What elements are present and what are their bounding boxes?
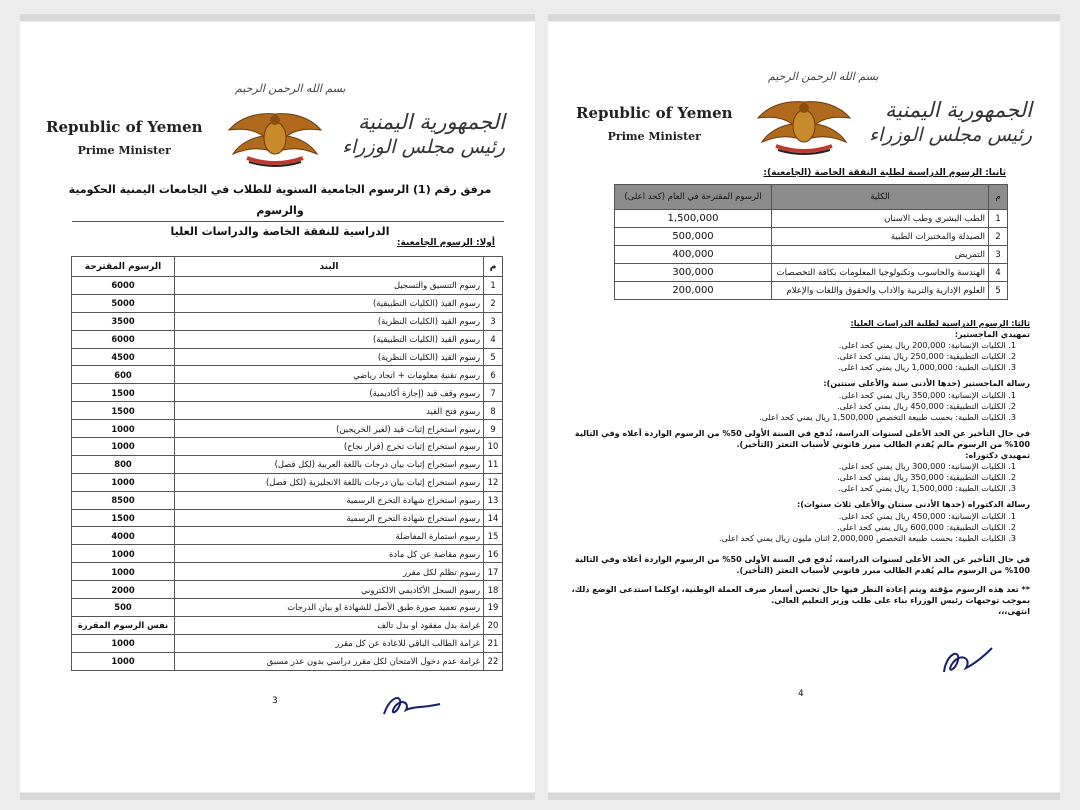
table-row — [72, 330, 503, 348]
row-number: 9 — [484, 420, 503, 438]
row-item: رسوم تعميد صورة طبق الأصل للشهادة او بيان الدرجات — [175, 599, 484, 617]
title-line-2: الدراسية للنفقة الخاصة والدراسات العليا — [170, 225, 390, 238]
row-fee: 1500 — [72, 509, 175, 527]
table-row — [72, 402, 503, 420]
table-row — [72, 509, 503, 527]
row-item: رسوم مقاصة عن كل مادة — [175, 545, 484, 563]
header-en-title: Republic of Yemen — [46, 118, 203, 136]
table-row — [72, 634, 503, 652]
table-row — [72, 616, 503, 634]
row-number: 15 — [484, 527, 503, 545]
table-row — [72, 294, 503, 312]
phd-thesis-title: رسالة الدكتوراه (حدها الأدنى سنتان والأعلى ثلاث سنوات): — [796, 499, 1030, 510]
title-line-1: مرفق رقم (1) الرسوم الجامعية السنوية للطلاب في الجامعات اليمنية الحكومية والرسوم — [68, 183, 492, 217]
university-fees-table — [71, 256, 503, 671]
table-row — [72, 348, 503, 366]
row-item: رسوم استمارة المفاضلة — [175, 527, 484, 545]
row-number: 22 — [484, 652, 503, 670]
table-row — [72, 563, 503, 581]
table-row — [72, 599, 503, 617]
row-college: الصيدلة والمختبرات الطبية — [772, 228, 989, 246]
row-number: 5 — [484, 348, 503, 366]
row-item: غرامة عدم دخول الامتحان لكل مقرر دراسي بدون عذر مسبق — [175, 652, 484, 670]
row-fee: 4500 — [72, 348, 175, 366]
row-number: 19 — [484, 599, 503, 617]
table-row — [72, 473, 503, 491]
row-item: رسوم استخراج شهادة التخرج الرسمية — [175, 509, 484, 527]
delay-note-2: في حال التأخير عن الحد الأعلى لسنوات الدراسة، تُدفع في السنة الأولى 50% من الرسوم الواردة أعلاه وفي التالية 100% من الرسوم مالم يُقدم الطالب مبرر قانوني لأسباب التعثر (التأخير). — [574, 553, 1030, 575]
row-fee: 1500 — [72, 402, 175, 420]
row-fee: 1000 — [72, 473, 175, 491]
row-number: 8 — [484, 402, 503, 420]
header-en-subtitle: Prime Minister — [607, 130, 701, 143]
phd-thesis-item-1: 1. الكليات الإنسانية: 450,000 ريال يمني كحد اعلى. — [838, 510, 1016, 521]
row-number: 3 — [989, 246, 1008, 264]
row-item: رسوم استخراج إثبات بيان درجات باللغة الانجليزية (لكل فصل) — [175, 473, 484, 491]
row-number: 1 — [484, 277, 503, 295]
row-fee: 2000 — [72, 581, 175, 599]
header-english — [46, 118, 203, 157]
row-item: رسوم فتح القيد — [175, 402, 484, 420]
phd-prep-item-3: 3. الكليات الطبية: 1,500,000 ريال يمني كحد اعلى. — [838, 483, 1016, 494]
table-row — [72, 455, 503, 473]
col-header-item: البند — [175, 257, 484, 277]
row-item: رسوم القيد (الكليات التطبيقية) — [175, 330, 484, 348]
masters-prep-title: تمهيدي الماجستير: — [954, 329, 1030, 340]
table-row — [72, 581, 503, 599]
header-english — [576, 104, 733, 143]
row-college: العلوم الإدارية والتربية والاداب والحقوق واللغات والإعلام — [772, 282, 989, 300]
page-number: 4 — [798, 689, 804, 699]
table-row — [72, 527, 503, 545]
row-number: 14 — [484, 509, 503, 527]
row-fee: 500,000 — [615, 228, 772, 246]
masters-prep-item-2: 2. الكليات التطبيقية: 250,000 ريال يمني كحد اعلى. — [837, 351, 1016, 362]
row-fee: 1,500,000 — [615, 210, 772, 228]
masters-thesis-item-3: 3. الكليات الطبية: بحسب طبيعة التخصص 1,500,000 ريال يمني كحد اعلى. — [759, 411, 1016, 422]
row-item: رسوم القيد (الكليات النظرية) — [175, 312, 484, 330]
table-row — [72, 491, 503, 509]
row-fee: 5000 — [72, 294, 175, 312]
private-fees-table — [614, 184, 1008, 300]
col-header-fee: الرسوم المقترحة في العام (كحد اعلى) — [615, 185, 772, 210]
row-fee: 1000 — [72, 545, 175, 563]
table-row — [72, 438, 503, 456]
section-label-private-fees: ثانيا: الرسوم الدراسية لطلبة النفقة الخاصة (الجامعية): — [763, 168, 1006, 178]
masters-prep-item-3: 3. الكليات الطبية: 1,000,000 ريال يمني كحد اعلى. — [838, 362, 1016, 373]
header-arabic — [869, 98, 1032, 146]
table-row — [72, 312, 503, 330]
row-fee: 6000 — [72, 330, 175, 348]
row-number: 1 — [989, 210, 1008, 228]
top-edge-left — [20, 14, 535, 21]
title-underline — [72, 221, 504, 222]
table-row — [72, 545, 503, 563]
basmala: بسم الله الرحمن الرحيم — [235, 82, 346, 95]
header-ar-subtitle: رئيس مجلس الوزراء — [342, 136, 505, 158]
row-item: رسوم القيد (الكليات النظرية) — [175, 348, 484, 366]
row-item: رسوم التنسيق والتسجيل — [175, 277, 484, 295]
yemen-emblem-icon — [227, 106, 323, 168]
masters-thesis-item-2: 2. الكليات التطبيقية: 450,000 ريال يمني كحد اعلى. — [837, 400, 1016, 411]
row-number: 3 — [484, 312, 503, 330]
final-note: ** تعد هذه الرسوم مؤقتة ويتم إعادة النظر فيها حال تحسن أسعار صرف العملة الوطنية، اوكلما استدعى الوضع ذلك، بموجب توجيهات رئيس الوزراء بناء على طلب وزير التعليم العالي. — [571, 583, 1030, 606]
basmala: بسم الله الرحمن الرحيم — [768, 70, 879, 83]
yemen-emblem-icon — [756, 94, 852, 156]
table-row — [615, 246, 1008, 264]
header-arabic — [342, 110, 505, 158]
end-word: انتهى،،، — [998, 606, 1030, 617]
graduate-heading: ثالثا: الرسوم الدراسية لطلبة الدراسات العليا: — [850, 318, 1030, 328]
row-number: 10 — [484, 438, 503, 456]
row-item: رسوم تظلم لكل مقرر — [175, 563, 484, 581]
row-item: رسوم استخراج إثبات قيد (لغير الخريجين) — [175, 420, 484, 438]
table-row — [72, 277, 503, 295]
col-header-num: م — [989, 185, 1008, 210]
row-number: 11 — [484, 455, 503, 473]
table-row — [72, 652, 503, 670]
row-number: 21 — [484, 634, 503, 652]
table-row — [72, 366, 503, 384]
graduate-fees-section — [562, 318, 1030, 617]
table-header-row — [72, 257, 503, 277]
bottom-edge-left — [20, 793, 535, 800]
row-fee: 4000 — [72, 527, 175, 545]
row-number: 20 — [484, 616, 503, 634]
table-row — [72, 384, 503, 402]
row-number: 5 — [989, 282, 1008, 300]
phd-prep-item-2: 2. الكليات التطبيقية: 350,000 ريال يمني كحد اعلى. — [837, 472, 1016, 483]
row-fee: 400,000 — [615, 246, 772, 264]
row-number: 13 — [484, 491, 503, 509]
row-fee: نفس الرسوم المقررة — [72, 616, 175, 634]
header-ar-title: الجمهورية اليمنية — [884, 98, 1032, 122]
header-en-subtitle: Prime Minister — [77, 144, 171, 157]
col-header-fee: الرسوم المقترحة — [72, 257, 175, 277]
row-fee: 3500 — [72, 312, 175, 330]
row-fee: 1000 — [72, 652, 175, 670]
document-page-4 — [548, 22, 1060, 792]
signature-icon — [938, 642, 996, 682]
header-ar-title: الجمهورية اليمنية — [357, 110, 505, 134]
document-title — [60, 179, 500, 242]
row-fee: 1000 — [72, 563, 175, 581]
row-number: 4 — [484, 330, 503, 348]
row-fee: 6000 — [72, 277, 175, 295]
header-ar-subtitle: رئيس مجلس الوزراء — [869, 124, 1032, 146]
row-college: التمريض — [772, 246, 989, 264]
row-item: غرامة بدل مفقود او بدل تالف — [175, 616, 484, 634]
signature-icon — [380, 690, 444, 722]
top-edge-right — [548, 14, 1060, 21]
row-item: رسوم القيد (الكليات التطبيقية) — [175, 294, 484, 312]
row-number: 7 — [484, 384, 503, 402]
row-fee: 800 — [72, 455, 175, 473]
phd-prep-title: تمهيدي دكتوراه: — [965, 450, 1030, 461]
row-college: الطب البشري وطب الاسنان — [772, 210, 989, 228]
row-item: رسوم استخراج إثبات تخرج (قرار نجاح) — [175, 438, 484, 456]
row-item: غرامة الطالب الباقي للاعادة عن كل مقرر — [175, 634, 484, 652]
table-row — [615, 282, 1008, 300]
row-fee: 8500 — [72, 491, 175, 509]
row-fee: 200,000 — [615, 282, 772, 300]
row-number: 16 — [484, 545, 503, 563]
col-header-college: الكلية — [772, 185, 989, 210]
masters-prep-item-1: 1. الكليات الإنسانية: 200,000 ريال يمني كحد اعلى. — [838, 340, 1016, 351]
delay-note-1: في حال التأخير عن الحد الأعلى لسنوات الدراسة، تُدفع في السنة الأولى 50% من الرسوم الواردة أعلاه وفي التالية 100% من الرسوم مالم يُقدم الطالب مبرر قانوني لأسباب التعثر (التأخير). — [574, 427, 1030, 449]
header-en-title: Republic of Yemen — [576, 104, 733, 122]
page-number: 3 — [272, 696, 278, 706]
phd-thesis-item-3: 3. الكليات الطبية: بحسب طبيعة التخصص 2,000,000 اثنان مليون ريال يمني كحد اعلى. — [718, 532, 1016, 543]
row-item: رسوم وقف قيد (إجازة أكاديمية) — [175, 384, 484, 402]
row-number: 18 — [484, 581, 503, 599]
row-item: رسوم استخراج إثبات بيان درجات باللغة العربية (لكل فصل) — [175, 455, 484, 473]
row-fee: 1500 — [72, 384, 175, 402]
bottom-edge-right — [548, 793, 1060, 800]
row-fee: 1000 — [72, 420, 175, 438]
table-header-row — [615, 185, 1008, 210]
table-row — [615, 264, 1008, 282]
row-item: رسوم تقنية معلومات + اتحاد رياضي — [175, 366, 484, 384]
table-row — [615, 210, 1008, 228]
row-fee: 300,000 — [615, 264, 772, 282]
table-row — [615, 228, 1008, 246]
row-number: 12 — [484, 473, 503, 491]
masters-thesis-title: رسالة الماجستير (حدها الأدنى سنة والأعلى سنتين): — [823, 378, 1030, 389]
row-fee: 1000 — [72, 438, 175, 456]
row-number: 4 — [989, 264, 1008, 282]
section-label-university-fees: أولا: الرسوم الجامعية: — [396, 238, 495, 248]
masters-thesis-item-1: 1. الكليات الإنسانية: 350,000 ريال يمني كحد اعلى. — [838, 389, 1016, 400]
table-row — [72, 420, 503, 438]
phd-prep-item-1: 1. الكليات الإنسانية: 300,000 ريال يمني كحد اعلى. — [838, 461, 1016, 472]
row-item: رسوم السجل الأكاديمي الالكتروني — [175, 581, 484, 599]
row-number: 2 — [989, 228, 1008, 246]
row-number: 6 — [484, 366, 503, 384]
row-fee: 1000 — [72, 634, 175, 652]
row-number: 17 — [484, 563, 503, 581]
row-fee: 600 — [72, 366, 175, 384]
phd-thesis-item-2: 2. الكليات التطبيقية: 600,000 ريال يمني كحد اعلى. — [837, 521, 1016, 532]
row-item: رسوم استخراج شهادة التخرج الرسمية — [175, 491, 484, 509]
row-college: الهندسة والحاسوب وتكنولوجيا المعلومات بكافة التخصصات — [772, 264, 989, 282]
row-number: 2 — [484, 294, 503, 312]
col-header-num: م — [484, 257, 503, 277]
row-fee: 500 — [72, 599, 175, 617]
document-page-3 — [20, 22, 535, 792]
